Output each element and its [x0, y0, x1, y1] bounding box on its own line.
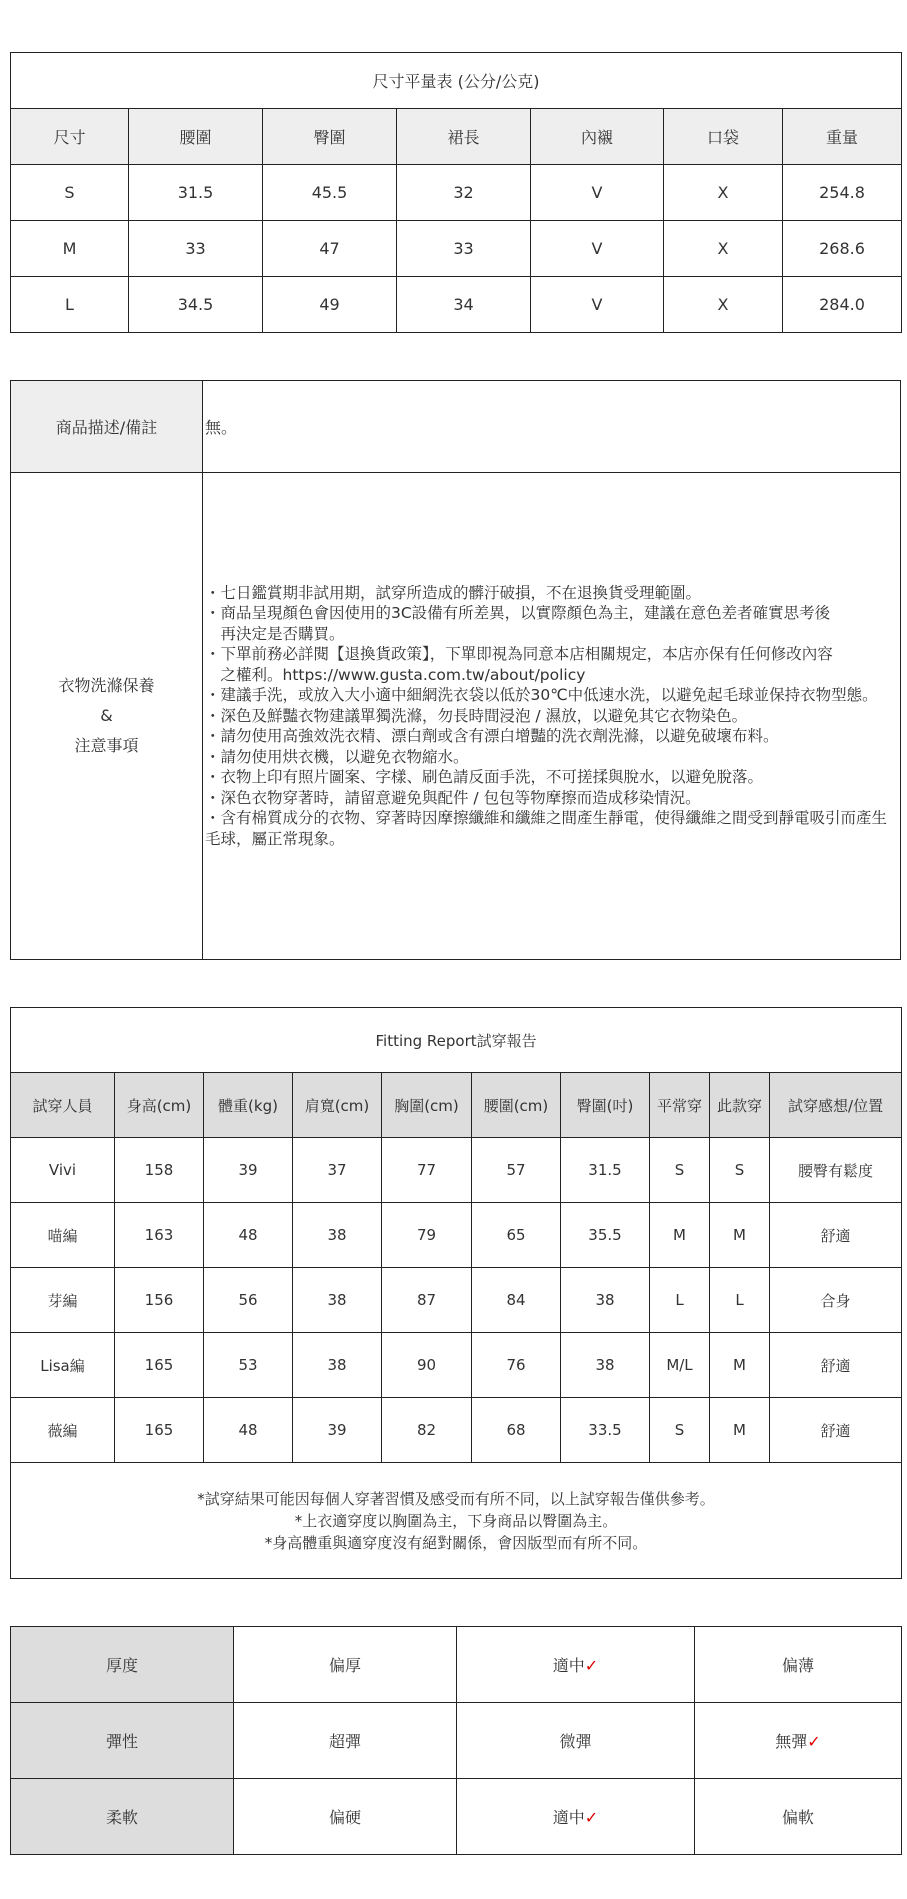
care-line: ・商品呈現顏色會因使用的3C設備有所差異，以實際顏色為主，建議在意色差者確實思考後 — [205, 604, 831, 623]
size-cell: S — [11, 165, 129, 221]
size-cell: V — [531, 221, 664, 277]
size-cell: 47 — [263, 221, 397, 277]
fitting-cell: 68 — [472, 1398, 561, 1463]
attribute-label: 彈性 — [11, 1703, 234, 1779]
fitting-cell: M — [650, 1203, 710, 1268]
fitting-note: *上衣適穿度以胸圍為主，下身商品以臀圍為主。 — [294, 1511, 618, 1530]
table-row — [11, 1268, 902, 1333]
attribute-option — [695, 1779, 902, 1855]
description-table — [10, 380, 901, 960]
fitting-cell: S — [710, 1138, 770, 1203]
attribute-option — [457, 1703, 695, 1779]
size-header-cell: 重量 — [783, 109, 902, 165]
check-icon: ✓ — [807, 1732, 821, 1751]
care-label-line: 衣物洗滌保養 — [58, 676, 155, 695]
table-row — [11, 1203, 902, 1268]
size-cell: X — [664, 221, 783, 277]
attribute-option — [234, 1627, 457, 1703]
care-line: ・請勿使用烘衣機，以避免衣物縮水。 — [205, 747, 469, 766]
attribute-row — [11, 1779, 902, 1855]
fitting-note: *身高體重與適穿度沒有絕對關係，會因版型而有所不同。 — [264, 1533, 648, 1552]
table-row — [11, 221, 902, 277]
attribute-option-label: 無彈 — [775, 1732, 808, 1751]
table-row — [11, 165, 902, 221]
fitting-cell: 舒適 — [770, 1398, 902, 1463]
fitting-cell: 82 — [382, 1398, 472, 1463]
care-line: ・七日鑑賞期非試用期，試穿所造成的髒汙破損，不在退換貨受理範圍。 — [205, 583, 702, 602]
attribute-option — [234, 1779, 457, 1855]
attribute-option-label: 適中 — [552, 1808, 585, 1827]
description-label: 商品描述/備註 — [11, 381, 203, 473]
attributes-table — [10, 1626, 902, 1855]
fitting-cell: 48 — [204, 1398, 293, 1463]
attribute-option — [695, 1627, 902, 1703]
size-cell: 33 — [397, 221, 531, 277]
fitting-cell: 76 — [472, 1333, 561, 1398]
fitting-header-cell: 身高(cm) — [115, 1073, 204, 1138]
size-cell: 284.0 — [783, 277, 902, 333]
fitting-cell: 79 — [382, 1203, 472, 1268]
fitting-cell: 156 — [115, 1268, 204, 1333]
attribute-option — [234, 1703, 457, 1779]
fitting-cell: 舒適 — [770, 1203, 902, 1268]
fitting-cell: 37 — [293, 1138, 382, 1203]
fitting-cell: M — [710, 1203, 770, 1268]
fitting-note: *試穿結果可能因每個人穿著習慣及感受而有所不同，以上試穿報告僅供參考。 — [197, 1489, 715, 1508]
fitting-header-cell: 試穿感想/位置 — [770, 1073, 902, 1138]
fitting-cell: 158 — [115, 1138, 204, 1203]
fitting-cell: 87 — [382, 1268, 472, 1333]
table-row — [11, 1333, 902, 1398]
fitting-cell: 57 — [472, 1138, 561, 1203]
size-cell: 254.8 — [783, 165, 902, 221]
fitting-cell: 腰臀有鬆度 — [770, 1138, 902, 1203]
fitting-cell: S — [650, 1138, 710, 1203]
fitting-cell: 48 — [204, 1203, 293, 1268]
size-header-cell: 內襯 — [531, 109, 664, 165]
size-cell: 34 — [397, 277, 531, 333]
fitting-cell: Vivi — [11, 1138, 115, 1203]
attribute-option-label: 微彈 — [559, 1732, 592, 1751]
care-instructions — [203, 473, 901, 960]
size-cell: 33 — [129, 221, 263, 277]
fitting-cell: 38 — [293, 1268, 382, 1333]
size-header-cell: 腰圍 — [129, 109, 263, 165]
fitting-cell: L — [710, 1268, 770, 1333]
care-line: ・深色衣物穿著時，請留意避免與配件 / 包包等物摩擦而造成移染情況。 — [205, 788, 701, 807]
size-cell: 268.6 — [783, 221, 902, 277]
size-cell: M — [11, 221, 129, 277]
fitting-header-cell: 此款穿 — [710, 1073, 770, 1138]
fitting-cell: 喵編 — [11, 1203, 115, 1268]
care-line: ・下單前務必詳閱【退換貨政策】，下單即視為同意本店相關規定，本店亦保有任何修改內容 — [205, 645, 833, 664]
attribute-row — [11, 1703, 902, 1779]
fitting-cell: 77 — [382, 1138, 472, 1203]
size-cell: X — [664, 165, 783, 221]
size-cell: 31.5 — [129, 165, 263, 221]
fitting-cell: 舒適 — [770, 1333, 902, 1398]
care-label-line: & — [100, 706, 113, 725]
fitting-cell: 38 — [293, 1203, 382, 1268]
attribute-option-label: 偏軟 — [781, 1808, 814, 1827]
attribute-option — [457, 1779, 695, 1855]
fitting-cell: 39 — [204, 1138, 293, 1203]
fitting-cell: 38 — [561, 1268, 650, 1333]
check-icon: ✓ — [584, 1656, 599, 1675]
fitting-cell: 38 — [561, 1333, 650, 1398]
fitting-cell: M/L — [650, 1333, 710, 1398]
size-cell: 32 — [397, 165, 531, 221]
attribute-option — [457, 1627, 695, 1703]
fitting-cell: 65 — [472, 1203, 561, 1268]
fitting-cell: Lisa編 — [11, 1333, 115, 1398]
fitting-cell: 84 — [472, 1268, 561, 1333]
fitting-cell: 90 — [382, 1333, 472, 1398]
fitting-cell: 165 — [115, 1398, 204, 1463]
size-cell: V — [531, 277, 664, 333]
fitting-report-title: Fitting Report試穿報告 — [11, 1008, 902, 1073]
fitting-cell: M — [710, 1333, 770, 1398]
size-header-cell: 臀圍 — [263, 109, 397, 165]
care-line: ・深色及鮮豔衣物建議單獨洗滌，勿長時間浸泡 / 濕放，以避免其它衣物染色。 — [205, 706, 748, 725]
size-header-cell: 口袋 — [664, 109, 783, 165]
fitting-cell: 薇編 — [11, 1398, 115, 1463]
fitting-header-cell: 試穿人員 — [11, 1073, 115, 1138]
attribute-option-label: 偏薄 — [781, 1656, 814, 1675]
size-cell: V — [531, 165, 664, 221]
fitting-cell: 31.5 — [561, 1138, 650, 1203]
size-cell: 45.5 — [263, 165, 397, 221]
fitting-header-cell: 胸圍(cm) — [382, 1073, 472, 1138]
fitting-cell: S — [650, 1398, 710, 1463]
care-label — [11, 473, 203, 960]
attribute-row — [11, 1627, 902, 1703]
care-line: ・請勿使用高強效洗衣精、漂白劑或含有漂白增豔的洗衣劑洗滌，以避免破壞布料。 — [205, 727, 779, 746]
fitting-cell: M — [710, 1398, 770, 1463]
fitting-header-cell: 肩寬(cm) — [293, 1073, 382, 1138]
fitting-report-table — [10, 1007, 902, 1579]
fitting-cell: 53 — [204, 1333, 293, 1398]
size-cell: 34.5 — [129, 277, 263, 333]
size-cell: 49 — [263, 277, 397, 333]
fitting-cell: 35.5 — [561, 1203, 650, 1268]
fitting-cell: L — [650, 1268, 710, 1333]
fitting-header-cell: 體重(kg) — [204, 1073, 293, 1138]
attribute-option-label: 偏厚 — [328, 1656, 361, 1675]
fitting-cell: 33.5 — [561, 1398, 650, 1463]
care-line: ・衣物上印有照片圖案、字樣、刷色請反面手洗，不可搓揉與脫水，以避免脫落。 — [205, 768, 764, 787]
care-line: ・建議手洗，或放入大小適中細網洗衣袋以低於30℃中低速水洗，以避免起毛球並保持衣物型態。 — [205, 686, 878, 705]
fitting-header-cell: 平常穿 — [650, 1073, 710, 1138]
attribute-option — [695, 1703, 902, 1779]
description-value: 無。 — [203, 381, 901, 473]
fitting-cell: 163 — [115, 1203, 204, 1268]
attribute-option-label: 偏硬 — [328, 1808, 361, 1827]
table-row — [11, 277, 902, 333]
fitting-header-cell: 臀圍(吋) — [561, 1073, 650, 1138]
size-header-cell: 裙長 — [397, 109, 531, 165]
size-table — [10, 52, 902, 333]
attribute-label: 柔軟 — [11, 1779, 234, 1855]
fitting-cell: 39 — [293, 1398, 382, 1463]
size-cell: L — [11, 277, 129, 333]
attribute-option-label: 適中 — [552, 1656, 585, 1675]
care-line: 再決定是否購買。 — [205, 624, 345, 643]
fitting-cell: 合身 — [770, 1268, 902, 1333]
attribute-label: 厚度 — [11, 1627, 234, 1703]
table-row — [11, 1138, 902, 1203]
table-row — [11, 1398, 902, 1463]
size-header-cell: 尺寸 — [11, 109, 129, 165]
fitting-cell: 38 — [293, 1333, 382, 1398]
care-line: ・含有棉質成分的衣物、穿著時因摩擦纖維和纖維之間產生靜電，使得纖維之間受到靜電吸引而產生毛球，屬正常現象。 — [205, 809, 888, 848]
size-table-title: 尺寸平量表 (公分/公克) — [11, 53, 902, 109]
care-line: 之權利。https://www.gusta.com.tw/about/policy — [205, 665, 586, 684]
fitting-cell: 芽編 — [11, 1268, 115, 1333]
check-icon: ✓ — [584, 1808, 599, 1827]
fitting-cell: 165 — [115, 1333, 204, 1398]
fitting-header-cell: 腰圍(cm) — [472, 1073, 561, 1138]
fitting-notes — [11, 1463, 902, 1579]
size-cell: X — [664, 277, 783, 333]
fitting-cell: 56 — [204, 1268, 293, 1333]
care-label-line: 注意事項 — [74, 736, 139, 755]
attribute-option-label: 超彈 — [328, 1732, 361, 1751]
